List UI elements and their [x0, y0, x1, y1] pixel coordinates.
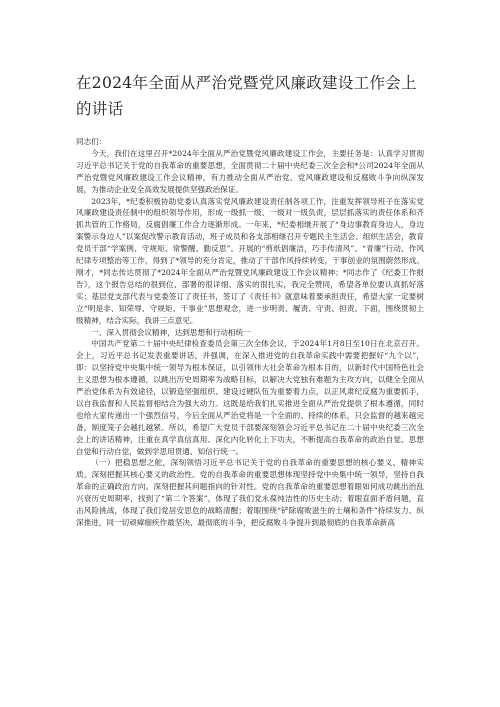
document-body — [76, 136, 424, 529]
document-title: 在2024年全面从严治党暨党风廉政建设工作会上的讲话 — [76, 74, 417, 118]
paragraph-review-2023: 2023年，*纪委积极协助党委认真落实党风廉政建设责任制各项工作，注重发挥领导班子在落实党风廉政建设责任制中的组织领导作用，形成一级抓一级、一级对一级负责，层层抓落实的责任体系和齐抓共管的工作格局，反腐倡廉工作合力逐渐形成。一年来，*纪委相继开展了“身边事教育身边人，身边案警示身边人”以案促改警示教育活动，班子成员和各支部相继召开专题民主生活会、组织生活会，教育党员干部“学案例、守规矩、常警醒、勤反思”。开展的“剪纸倡廉洁，巧手传清风”、“青廉”行动、作风纪律专项整治等工作，得到了*领导的充分肯定，推动了干部作风持续转变，干事创业的氛围蔚然形成。刚才，*同志传达贯彻了*2024年全面从严治党暨党风廉政建设工作会议精神；*同志作了《纪委工作报告》，这个报告总结的很到位、部署的很详细、落实的很扎实，我完全赞同，希望各单位要认真抓好落实；基层党支部代表与党委签订了责任书，签订了《责任书》就意味着要承担责任，希望大家一定要树立“明是非、知荣辱、守规矩、干事业”思想观念，进一步明责、履责、守责、担责。下面，围绕贯彻上级精神，结合实际，我讲三点意见。 — [76, 196, 424, 325]
section-heading-1: 一、深入贯彻会议精神，达到思想和行动相统一 — [91, 327, 251, 337]
paragraph-subsection-1: （一）把稳思想之舵，深刻领悟习近平总书记关于党的自我革命的重要思想的核心要义、精神实质。深刻把握其核心要义的政治性。党的自我革命的重要思想体现坚持党中央集中统一领导，坚持自我革命的正确政治方向。深刻把握其问题指向的针对性。党的自我革命的重要思想着眼如何成功跳出治乱兴衰历史周期率，找到了“第二个答案”，体现了我们党永葆纯洁性的历史主动；着眼直面矛盾问题，直击风险挑战，体现了我们党居安思危的战略清醒；着眼围绕“铲除腐败滋生的土壤和条件”持续发力、纵深推进，同一切顽瘴痼疾作最坚决、最彻底的斗争，把反腐败斗争提升到最彻底的自我革命新高 — [76, 458, 424, 527]
salutation: 同志们： — [76, 137, 107, 146]
paragraph-intro: 今天，我们在这里召开*2024年全面从严治党暨党风廉政建设工作会，主要任务是：认真学习贯彻习近平总书记关于党的自我革命的重要思想，全面贯彻二十届中央纪委三次全会和*公司2024年全面从严治党暨党风廉政建设工作会议精神，有力推动全面从严治党、党风廉政建设和反腐败斗争向纵深发展，为推动企业安全高效发展提供坚强政治保证。 — [76, 148, 424, 194]
paragraph-plenary-session: 中国共产党第二十届中央纪律检查委员会第三次全体会议，于2024年1月8日至10日在北京召开。会上，习近平总书记发表重要讲话，并强调，在深入推进党的自我革命实践中需要把握好“九个以”，即：以坚持党中央集中统一领导为根本保证，以引领伟大社会革命为根本目的，以新时代中国特色社会主义思想为根本遵循，以跳出历史周期率为战略目标，以解决大党独有难题为主攻方向，以健全全面从严治党体系为有效途径，以锻造坚强组织、建设过硬队伍为重要着力点，以正风肃纪反腐为重要抓手，以自我监督和人民监督相结合为强大动力。这既是给我们扎实推进全面从严治党提供了根本遵循，同时也给大家传递出一个强烈信号，今后全面从严治党将是一个全面的、持续的体系，只会监督的越来越完备，制度笼子会越扎越紧。所以，希望广大党员干部要深刻领会习近平总书记在二十届中央纪委三次全会上的讲话精神，注重在真学真信真用、深化内化转化上下功夫，不断提高自我革命的政治自觉、思想自觉和行动自觉，做到学思用贯通、知信行统一。 — [76, 339, 424, 456]
